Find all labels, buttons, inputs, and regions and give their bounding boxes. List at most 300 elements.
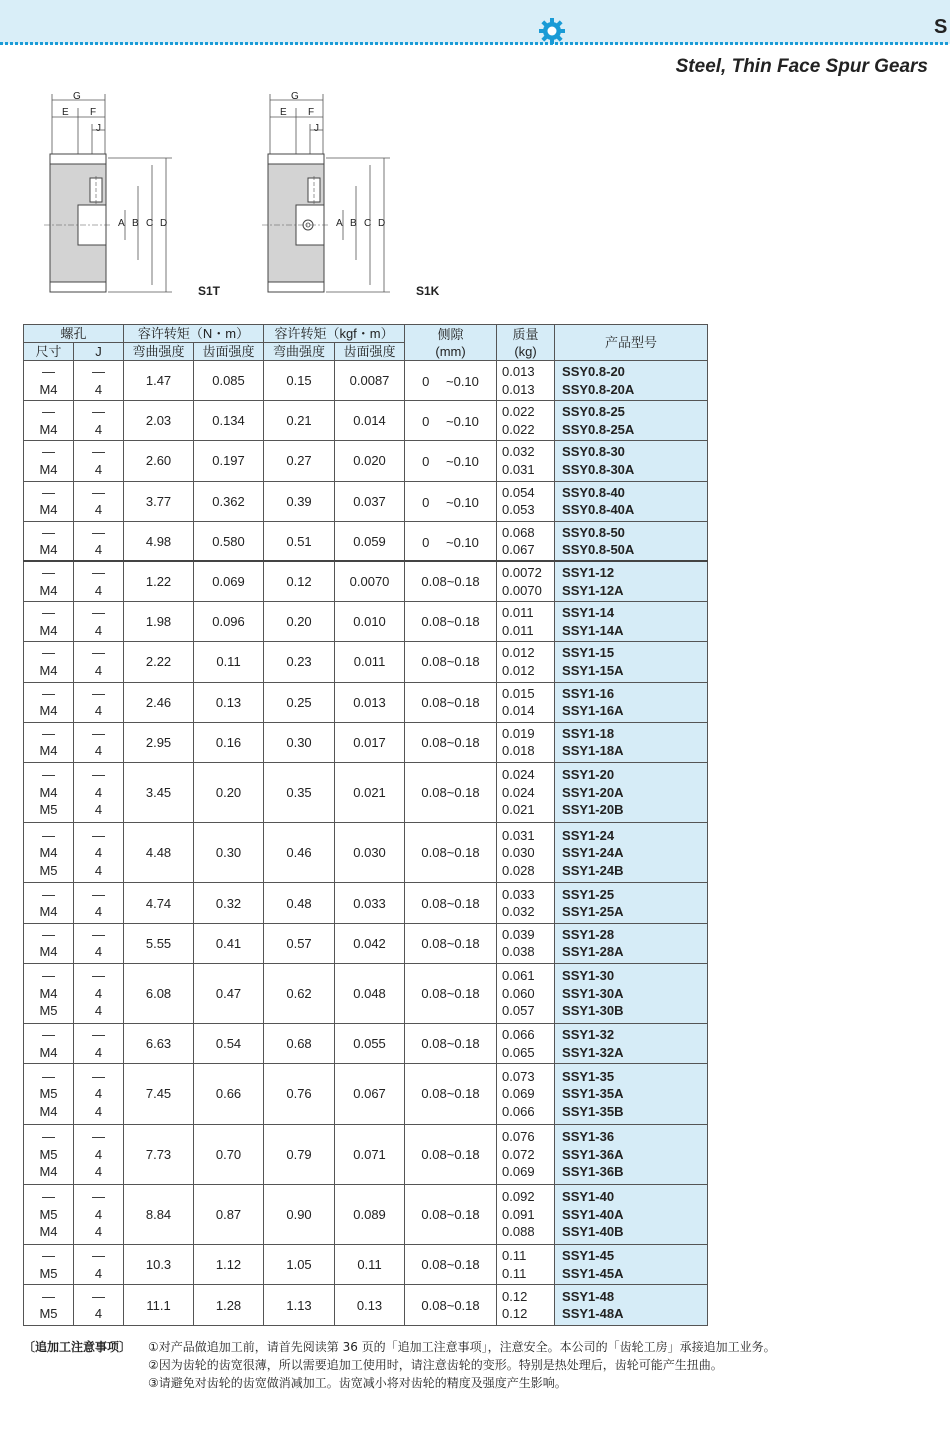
- cell-size-line: —: [42, 484, 55, 500]
- cell-j: [74, 1184, 124, 1244]
- cell-j: [74, 602, 124, 642]
- cell-model-line: SSY1-28: [562, 926, 615, 942]
- cell-size-line: M4: [39, 542, 58, 558]
- cell-mass-line: 0.015: [502, 685, 535, 701]
- cell-backlash: 0.08~0.18: [405, 602, 497, 642]
- cell-size-line: —: [42, 926, 55, 942]
- cell-j-line: 4: [94, 1103, 103, 1119]
- cell-mass: [497, 923, 555, 963]
- cell-nm-surface: 0.54: [194, 1024, 264, 1064]
- cell-j: [74, 1285, 124, 1325]
- table-row: [24, 1124, 708, 1184]
- dim-label: D: [160, 218, 168, 229]
- cell-mass-line: 0.011: [502, 622, 534, 638]
- cell-mass: [497, 481, 555, 521]
- cell-nm-bending: 4.48: [124, 823, 194, 883]
- header-j: J: [74, 343, 124, 361]
- cell-mass-line: 0.066: [502, 1027, 535, 1043]
- cell-mass-line: 0.012: [502, 662, 535, 678]
- cell-size-line: M4: [39, 502, 58, 518]
- cell-kgf-bending: 0.27: [264, 441, 335, 481]
- cell-j: [74, 401, 124, 441]
- cell-j-line: 4: [94, 1224, 103, 1240]
- cell-j-line: 4: [94, 802, 103, 818]
- notes-title: 〔追加工注意事项〕: [23, 1340, 132, 1354]
- header-kgf-bending: 弯曲强度: [264, 343, 335, 361]
- cell-backlash: 0.08~0.18: [405, 682, 497, 722]
- cell-nm-surface: 1.28: [194, 1285, 264, 1325]
- cell-mass-line: 0.013: [502, 364, 535, 380]
- cell-nm-bending: 4.98: [124, 521, 194, 561]
- cell-mass-line: 0.028: [502, 862, 535, 878]
- cell-model-line: SSY0.8-20: [562, 364, 625, 380]
- cell-j-line: 4: [94, 1086, 103, 1102]
- cell-kgf-surface: 0.071: [335, 1124, 405, 1184]
- cell-j-line: 4: [94, 582, 103, 598]
- header-model: 产品型号: [555, 325, 708, 361]
- cell-mass-line: 0.065: [502, 1044, 535, 1060]
- cell-kgf-surface: 0.067: [335, 1064, 405, 1124]
- cell-mass-line: 0.039: [502, 926, 535, 942]
- cell-mass: [497, 521, 555, 561]
- table-row: [24, 923, 708, 963]
- header-mass-label: 质量: [512, 326, 539, 342]
- cell-kgf-bending: 0.25: [264, 682, 335, 722]
- cell-model: [555, 481, 708, 521]
- cell-mass: [497, 1124, 555, 1184]
- cell-model-line: SSY1-35A: [562, 1086, 624, 1102]
- cell-mass-line: 0.092: [502, 1189, 535, 1205]
- cell-kgf-surface: 0.055: [335, 1024, 405, 1064]
- header-torque-nm: 容许转矩（N・m）: [124, 325, 264, 343]
- cell-mass: [497, 762, 555, 822]
- cell-model: [555, 762, 708, 822]
- cell-model-line: SSY1-40B: [562, 1224, 624, 1240]
- cell-kgf-bending: 0.57: [264, 923, 335, 963]
- cell-model-line: SSY0.8-50: [562, 524, 625, 540]
- cell-nm-bending: 2.03: [124, 401, 194, 441]
- cell-nm-bending: 1.22: [124, 561, 194, 601]
- cell-nm-bending: 7.45: [124, 1064, 194, 1124]
- cell-nm-surface: 0.069: [194, 561, 264, 601]
- cell-kgf-surface: 0.033: [335, 883, 405, 923]
- cell-nm-bending: 11.1: [124, 1285, 194, 1325]
- cell-backlash: 0.08~0.18: [405, 722, 497, 762]
- header-band: [0, 0, 950, 44]
- cell-mass-line: 0.030: [502, 845, 535, 861]
- table-row: [24, 642, 708, 682]
- cell-mass: [497, 823, 555, 883]
- cell-size: [24, 481, 74, 521]
- cell-j-line: —: [92, 1189, 105, 1205]
- cell-size: [24, 722, 74, 762]
- cell-j-line: 4: [94, 784, 103, 800]
- cell-nm-bending: 2.22: [124, 642, 194, 682]
- table-body: [24, 361, 708, 1326]
- gear-section-drawing: [40, 90, 215, 300]
- cell-mass-line: 0.054: [502, 484, 535, 500]
- cell-model-line: SSY1-35: [562, 1068, 615, 1084]
- dim-label: B: [350, 218, 357, 229]
- dim-label: A: [336, 218, 343, 229]
- cell-backlash: 0.08~0.18: [405, 561, 497, 601]
- header-size: 尺寸: [24, 343, 74, 361]
- cell-size-line: M5: [39, 1306, 58, 1321]
- table-row: [24, 1184, 708, 1244]
- cell-model-line: SSY1-36: [562, 1129, 615, 1145]
- cell-size: [24, 682, 74, 722]
- cell-mass-line: 0.12: [502, 1288, 528, 1304]
- cell-size-line: M4: [39, 703, 58, 719]
- cell-model-line: SSY1-20: [562, 767, 615, 783]
- cell-j-line: —: [92, 926, 105, 942]
- cell-model-line: SSY1-18A: [562, 743, 624, 759]
- cell-model-line: SSY0.8-50A: [562, 542, 635, 558]
- cell-mass: [497, 561, 555, 601]
- cell-j-line: 4: [94, 1265, 103, 1281]
- cell-model-line: SSY0.8-40: [562, 484, 625, 500]
- cell-size: [24, 521, 74, 561]
- cell-mass-line: 0.032: [502, 904, 535, 920]
- cell-mass-line: 0.022: [502, 421, 535, 437]
- dim-label: F: [308, 107, 315, 118]
- cell-mass: [497, 361, 555, 401]
- cell-j: [74, 481, 124, 521]
- cell-j-line: 4: [94, 845, 103, 861]
- cell-j-line: —: [92, 364, 105, 380]
- cell-j-line: 4: [94, 381, 103, 397]
- cell-size: [24, 823, 74, 883]
- cell-model-line: SSY0.8-20A: [562, 381, 635, 397]
- cell-kgf-bending: 0.62: [264, 963, 335, 1023]
- cell-backlash: 0.08~0.18: [405, 1064, 497, 1124]
- cell-size-line: M4: [39, 381, 58, 397]
- cell-model: [555, 1124, 708, 1184]
- cell-j-line: —: [92, 1027, 105, 1043]
- cell-kgf-bending: 0.15: [264, 361, 335, 401]
- cell-j-line: —: [92, 484, 105, 500]
- table-row: [24, 1245, 708, 1285]
- header-mass-unit: (kg): [514, 343, 537, 359]
- cell-j-line: —: [92, 685, 105, 701]
- cell-size-line: M4: [39, 985, 58, 1001]
- cell-nm-surface: 0.66: [194, 1064, 264, 1124]
- cell-mass-line: 0.068: [502, 524, 535, 540]
- cell-size-line: M4: [39, 1103, 58, 1119]
- cell-kgf-surface: 0.0087: [335, 361, 405, 401]
- cell-model-line: SSY1-32: [562, 1027, 615, 1043]
- cell-kgf-bending: 1.05: [264, 1245, 335, 1285]
- cell-mass-line: 0.0072: [502, 565, 542, 581]
- cell-model: [555, 722, 708, 762]
- cell-model-line: SSY0.8-25: [562, 404, 625, 420]
- cell-size-line: M4: [39, 743, 58, 759]
- cell-j-line: —: [92, 1248, 105, 1264]
- cell-mass: [497, 1064, 555, 1124]
- drawing-label: S1K: [416, 284, 440, 298]
- header-nm-bending: 弯曲强度: [124, 343, 194, 361]
- cell-backlash: 0.08~0.18: [405, 642, 497, 682]
- cell-model-line: SSY1-45: [562, 1248, 615, 1264]
- cell-model: [555, 521, 708, 561]
- cell-j: [74, 722, 124, 762]
- cell-nm-surface: 0.16: [194, 722, 264, 762]
- cell-size-line: M4: [39, 904, 58, 920]
- cell-nm-bending: 2.95: [124, 722, 194, 762]
- cell-nm-bending: 4.74: [124, 883, 194, 923]
- cell-backlash: 0.08~0.18: [405, 1024, 497, 1064]
- cell-nm-surface: 0.87: [194, 1184, 264, 1244]
- cell-nm-surface: 0.13: [194, 682, 264, 722]
- cell-size: [24, 642, 74, 682]
- cell-mass-line: 0.088: [502, 1224, 535, 1240]
- cell-model-line: SSY0.8-30A: [562, 461, 635, 477]
- cell-kgf-bending: 0.51: [264, 521, 335, 561]
- cell-j-line: —: [92, 404, 105, 420]
- cell-j-line: 4: [94, 944, 103, 960]
- dim-label: C: [364, 218, 372, 229]
- cell-nm-surface: 0.134: [194, 401, 264, 441]
- cell-model: [555, 823, 708, 883]
- table-row: [24, 722, 708, 762]
- drawing-label: S1T: [198, 284, 221, 298]
- cell-size: [24, 602, 74, 642]
- cell-model: [555, 1024, 708, 1064]
- dim-label: J: [314, 123, 319, 134]
- table-row: [24, 561, 708, 601]
- dim-label: F: [90, 107, 97, 118]
- cell-kgf-surface: 0.059: [335, 521, 405, 561]
- gear-section-drawing: [258, 90, 433, 300]
- cell-model: [555, 1184, 708, 1244]
- cell-kgf-surface: 0.010: [335, 602, 405, 642]
- cell-model: [555, 401, 708, 441]
- cell-mass-line: 0.076: [502, 1129, 535, 1145]
- cell-size: [24, 1024, 74, 1064]
- cell-mass-line: 0.019: [502, 725, 535, 741]
- drawing-s1k: [258, 90, 440, 300]
- cell-size-line: M4: [39, 421, 58, 437]
- cell-backlash: 0.08~0.18: [405, 923, 497, 963]
- cell-j-line: 4: [94, 1044, 103, 1060]
- cell-j-line: —: [92, 827, 105, 843]
- cell-size-line: —: [42, 886, 55, 902]
- cell-backlash: 0.08~0.18: [405, 963, 497, 1023]
- cell-kgf-bending: 0.90: [264, 1184, 335, 1244]
- note-item: ②因为齿轮的齿宽很薄，所以需要追加工使用时，请注意齿轮的变形。特别是热处理后，齿轮可能产生扭曲。: [148, 1358, 723, 1372]
- cell-mass-line: 0.013: [502, 381, 535, 397]
- cell-size-line: M5: [39, 1146, 58, 1162]
- cell-j-line: —: [92, 1068, 105, 1084]
- cell-j: [74, 762, 124, 822]
- cell-mass-line: 0.060: [502, 985, 535, 1001]
- cell-nm-surface: 0.47: [194, 963, 264, 1023]
- cell-backlash: 0 ~0.10: [405, 481, 497, 521]
- cell-model-line: SSY1-25A: [562, 904, 624, 920]
- cell-mass: [497, 963, 555, 1023]
- cell-backlash: 0.08~0.18: [405, 762, 497, 822]
- cell-size-line: M5: [39, 1206, 58, 1222]
- cell-size-line: M5: [39, 1003, 58, 1019]
- cell-j-line: 4: [94, 904, 103, 920]
- cell-j-line: 4: [94, 622, 103, 638]
- cell-model-line: SSY1-48A: [562, 1306, 624, 1321]
- cell-kgf-surface: 0.014: [335, 401, 405, 441]
- cell-mass: [497, 441, 555, 481]
- cell-model-line: SSY1-36A: [562, 1146, 624, 1162]
- cell-mass-line: 0.032: [502, 444, 535, 460]
- table-row: [24, 823, 708, 883]
- cell-model: [555, 682, 708, 722]
- cell-size-line: M5: [39, 1086, 58, 1102]
- cell-mass: [497, 722, 555, 762]
- table-row: [24, 1285, 708, 1325]
- cell-mass-line: 0.031: [502, 461, 535, 477]
- cell-model-line: SSY1-45A: [562, 1265, 624, 1281]
- cell-model: [555, 642, 708, 682]
- cell-kgf-surface: 0.0070: [335, 561, 405, 601]
- cell-mass-line: 0.0070: [502, 582, 542, 598]
- cell-mass-line: 0.021: [502, 802, 535, 818]
- cell-mass-line: 0.011: [502, 605, 534, 621]
- cell-size: [24, 441, 74, 481]
- cell-size-line: —: [42, 1129, 55, 1145]
- cell-kgf-surface: 0.089: [335, 1184, 405, 1244]
- cell-nm-bending: 10.3: [124, 1245, 194, 1285]
- cell-mass: [497, 883, 555, 923]
- cell-size-line: M5: [39, 862, 58, 878]
- cell-size: [24, 1245, 74, 1285]
- cell-j-line: 4: [94, 703, 103, 719]
- cell-model-line: SSY1-28A: [562, 944, 624, 960]
- cell-model-line: SSY1-15A: [562, 662, 624, 678]
- cell-nm-surface: 0.20: [194, 762, 264, 822]
- cell-mass-line: 0.11: [502, 1265, 527, 1281]
- cell-j: [74, 561, 124, 601]
- cell-mass-line: 0.072: [502, 1146, 535, 1162]
- cell-backlash: 0.08~0.18: [405, 1285, 497, 1325]
- header-nm-surface: 齿面强度: [194, 343, 264, 361]
- cell-backlash: 0 ~0.10: [405, 361, 497, 401]
- cell-j: [74, 823, 124, 883]
- cell-j-line: 4: [94, 542, 103, 558]
- cell-size-line: M4: [39, 1044, 58, 1060]
- cell-kgf-surface: 0.020: [335, 441, 405, 481]
- cell-size: [24, 762, 74, 822]
- cell-kgf-surface: 0.021: [335, 762, 405, 822]
- cell-size: [24, 361, 74, 401]
- cell-kgf-surface: 0.013: [335, 682, 405, 722]
- cell-mass-line: 0.024: [502, 767, 535, 783]
- cell-backlash: 0.08~0.18: [405, 1124, 497, 1184]
- cell-mass: [497, 401, 555, 441]
- cell-size-line: —: [42, 767, 55, 783]
- cell-kgf-surface: 0.042: [335, 923, 405, 963]
- cell-model: [555, 602, 708, 642]
- cell-size-line: M4: [39, 461, 58, 477]
- cell-mass: [497, 642, 555, 682]
- cell-size-line: —: [42, 685, 55, 701]
- header-kgf-surface: 齿面强度: [335, 343, 405, 361]
- note-item: ③请避免对齿轮的齿宽做消减加工。齿宽减小将对齿轮的精度及强度产生影响。: [148, 1376, 567, 1390]
- cell-size-line: M4: [39, 662, 58, 678]
- cell-kgf-surface: 0.030: [335, 823, 405, 883]
- cell-mass: [497, 602, 555, 642]
- cell-j-line: —: [92, 725, 105, 741]
- cell-mass: [497, 1024, 555, 1064]
- header-backlash-label: 侧隙: [437, 326, 464, 342]
- cell-size-line: —: [42, 827, 55, 843]
- cell-model: [555, 883, 708, 923]
- cell-kgf-bending: 0.35: [264, 762, 335, 822]
- gear-icon: [538, 17, 566, 45]
- cell-nm-bending: 7.73: [124, 1124, 194, 1184]
- table-row: [24, 883, 708, 923]
- cell-j-line: 4: [94, 862, 103, 878]
- dim-label: C: [146, 218, 154, 229]
- cell-j: [74, 1245, 124, 1285]
- cell-size-line: —: [42, 968, 55, 984]
- corner-letter: S: [934, 16, 948, 38]
- table-row: [24, 963, 708, 1023]
- page-title: Steel, Thin Face Spur Gears: [675, 56, 928, 77]
- cell-model-line: SSY1-14A: [562, 622, 624, 638]
- cell-kgf-bending: 1.13: [264, 1285, 335, 1325]
- cell-model-line: SSY1-16: [562, 685, 615, 701]
- table-row: [24, 401, 708, 441]
- cell-model-line: SSY1-32A: [562, 1044, 624, 1060]
- table-row: [24, 1024, 708, 1064]
- cell-kgf-surface: 0.037: [335, 481, 405, 521]
- cell-backlash: 0 ~0.10: [405, 441, 497, 481]
- cell-size: [24, 401, 74, 441]
- cell-j-line: —: [92, 886, 105, 902]
- cell-model-line: SSY1-40A: [562, 1206, 624, 1222]
- cell-size: [24, 1064, 74, 1124]
- dim-label: B: [132, 218, 139, 229]
- cell-mass-line: 0.038: [502, 944, 535, 960]
- cell-model-line: SSY1-35B: [562, 1103, 624, 1119]
- cell-nm-surface: 0.085: [194, 361, 264, 401]
- cell-nm-surface: 0.41: [194, 923, 264, 963]
- cell-j-line: 4: [94, 1003, 103, 1019]
- cell-mass-line: 0.018: [502, 743, 535, 759]
- cell-kgf-bending: 0.46: [264, 823, 335, 883]
- cell-mass-line: 0.067: [502, 542, 535, 558]
- cell-kgf-surface: 0.017: [335, 722, 405, 762]
- cell-size-line: M4: [39, 582, 58, 598]
- cell-j-line: —: [92, 1288, 105, 1304]
- cell-size: [24, 963, 74, 1023]
- cell-model-line: SSY0.8-40A: [562, 502, 635, 518]
- cell-size-line: M4: [39, 784, 58, 800]
- cell-j-line: —: [92, 605, 105, 621]
- cell-model-line: SSY1-30B: [562, 1003, 624, 1019]
- cell-nm-surface: 1.12: [194, 1245, 264, 1285]
- cell-kgf-bending: 0.48: [264, 883, 335, 923]
- cell-mass: [497, 1285, 555, 1325]
- cell-size-line: —: [42, 645, 55, 661]
- cell-j-line: 4: [94, 1164, 103, 1180]
- cell-model: [555, 963, 708, 1023]
- cell-j: [74, 682, 124, 722]
- cell-size-line: M4: [39, 622, 58, 638]
- dim-label: G: [291, 91, 299, 102]
- cell-nm-surface: 0.197: [194, 441, 264, 481]
- cell-mass-line: 0.061: [502, 968, 535, 984]
- header-torque-kgf: 容许转矩（kgf・m）: [264, 325, 405, 343]
- cell-size: [24, 923, 74, 963]
